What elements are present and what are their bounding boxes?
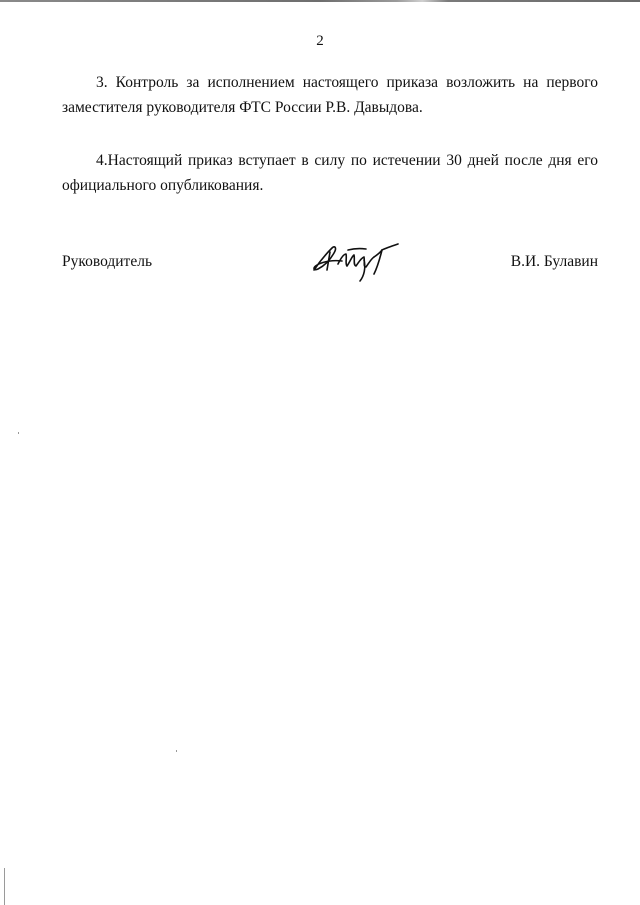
page-number: 2 (316, 33, 324, 49)
paragraph-3-line-2: заместителя руководителя ФТС России Р.В. Давыдова. (62, 99, 423, 116)
paragraph-4 (62, 148, 598, 198)
signature-block (62, 240, 598, 290)
scan-speck (18, 432, 19, 434)
signatory-title: Руководитель (62, 253, 153, 270)
paragraph-3-line-1: 3. Контроль за исполнением настоящего приказа возложить на первого (96, 74, 598, 91)
paragraph-4-line-2: официального опубликования. (62, 177, 264, 194)
handwritten-signature (308, 240, 402, 284)
scan-speck (176, 750, 177, 752)
signatory-name: В.И. Булавин (510, 253, 598, 270)
paragraph-3 (62, 70, 598, 120)
scan-edge-mark (4, 868, 5, 905)
scan-border-line (0, 0, 640, 2)
paragraph-4-line-1: 4.Настоящий приказ вступает в силу по истечении 30 дней после дня его (96, 152, 598, 169)
